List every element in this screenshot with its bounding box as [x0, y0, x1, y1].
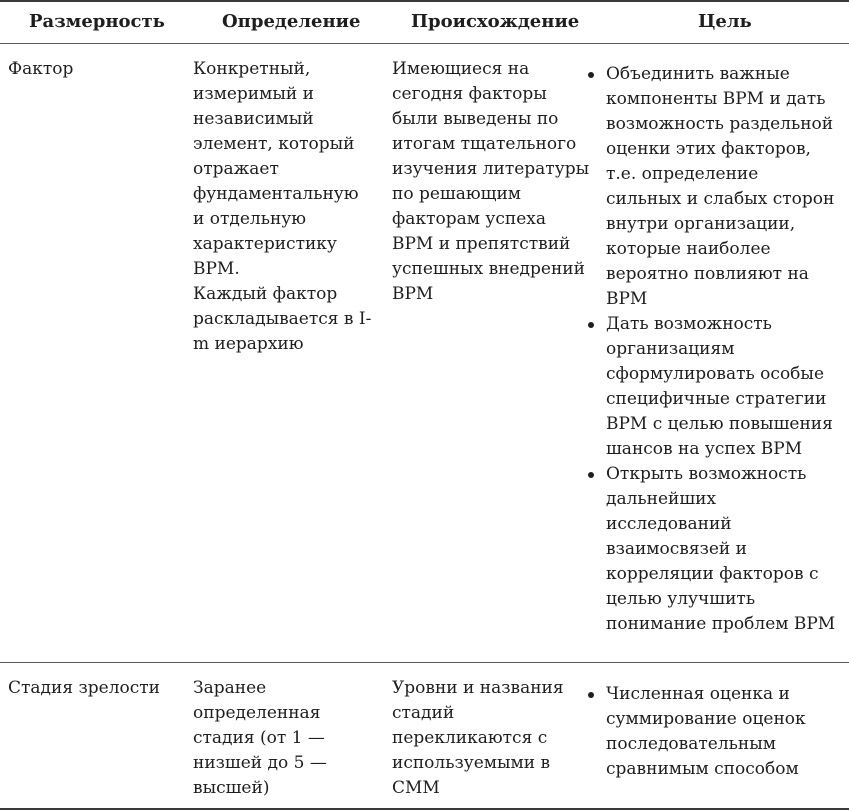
header-dimension: Размерность [29, 11, 165, 32]
bullet-icon [588, 72, 594, 78]
row-maturity-dimension: Стадия зрелости [8, 678, 160, 698]
goal-text: Объединить важные компоненты BPM и дать возможность раздельной оценки этих факторов, т.е. определение сильных и слабых сторон внутри организации, которые наиболее вероятно повлияют на BPM [606, 64, 835, 309]
header-origin: Происхождение [411, 11, 580, 32]
bullet-icon [588, 322, 594, 328]
header-rule [0, 43, 849, 44]
list-item [582, 462, 849, 637]
row-factor-dimension: Фактор [8, 59, 74, 79]
row-factor-origin: Имеющиеся на сегодня факторы были выведены по итогам тщательного изучения литературы по решающим факторам успеха BPM и препятствий успешных внедрений BPM [392, 59, 590, 304]
table-bottom-rule [0, 808, 849, 810]
row-maturity-definition: Заранее определенная стадия (от 1 — низшей до 5 — высшей) [193, 678, 327, 798]
table-top-rule [0, 0, 849, 2]
goal-text: Численная оценка и суммирование оценок последовательным сравнимым способом [606, 684, 806, 779]
list-item [582, 682, 849, 782]
header-definition: Определение [222, 11, 361, 32]
row-maturity-origin: Уровни и названия стадий перекликаются с используемыми в CMM [392, 678, 564, 798]
goal-text: Открыть возможность дальнейших исследований взаимосвязей и корреляции факторов с целью улучшить понимание проблем BPM [606, 464, 836, 634]
row-rule [0, 662, 849, 663]
list-item [582, 62, 849, 312]
bullet-icon [588, 692, 594, 698]
list-item [582, 312, 849, 462]
row-factor-definition: Конкретный, измеримый и независимый элемент, который отражает фундаментальную и отдельную характеристику BPM. Каждый фактор раскладывается в I- m иерархию [193, 59, 372, 354]
bullet-icon [588, 472, 594, 478]
row-maturity-goals [582, 682, 849, 782]
header-goal: Цель [698, 11, 752, 32]
row-factor-goals [582, 62, 849, 637]
goal-text: Дать возможность организациям сформулировать особые специфичные стратегии BPM с целью повышения шансов на успех BPM [606, 314, 833, 459]
